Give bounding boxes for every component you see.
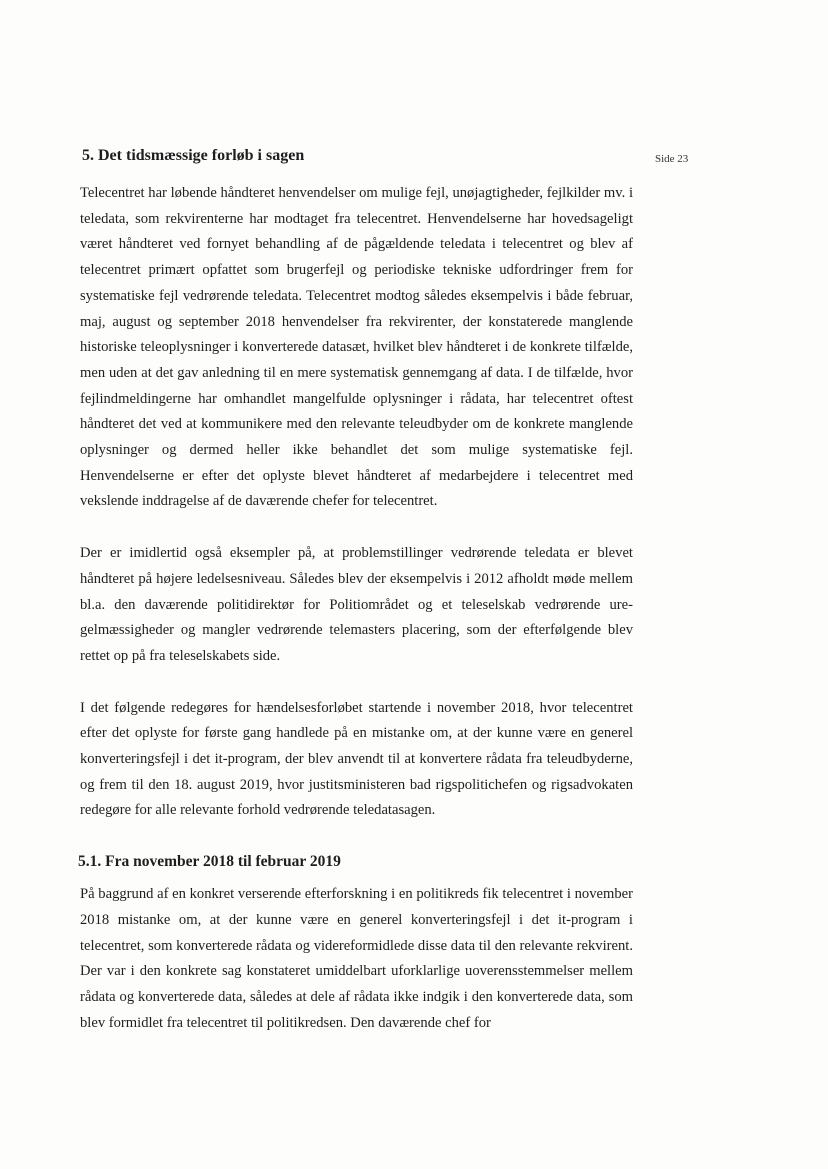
section-paragraph-3: I det følgende redegøres for hændelsesforløbet startende i november 2018, hvor telecentret efter det oplyste for første gang handlede på en mistanke om, at der kunne være en generel konverteringsfejl i det it-program, der blev anvendt til at konvertere rådata fra teleudbyderne, og frem til den 18. august 2019, hvor justitsministeren bad rigspolitichefen og rigsadvokaten redegøre for alle relevante forhold vedrørende teledatasagen. [80, 699, 633, 819]
page-content [78, 143, 633, 1036]
subsection-paragraph-1: På baggrund af en konkret verserende efterforskning i en politikreds fik telecentret i november 2018 mistanke om, at der kunne være en generel konverteringsfejl i det it-program i telecentret, som konverterede rådata og videreformidlede disse data til den relevante rekvirent. Der var i den konkrete sag konstateret umiddelbart uforklarlige uoverensstemmelser mellem rådata og konverterede data, således at dele af rådata ikke indgik i den konverterede data, som blev formidlet fra telecentret til politikredsen. Den daværende chef for [80, 886, 633, 1031]
page-number: Side 23 [655, 153, 689, 165]
section-paragraph-1: Telecentret har løbende håndteret henvendelser om mulige fejl, unøjagtigheder, fejlkilder mv. i teledata, som rekvirenterne har modtaget fra telecentret. Henvendelserne har hovedsageligt været håndteret ved fornyet behandling af de pågældende teledata i telecentret og blev af telecentret primært opfattet som brugerfejl og periodiske tekniske udfordringer frem for systematiske fejl vedrørende teledata. Telecentret modtog således eksempelvis i både februar, maj, august og september 2018 henvendelser fra rekvirenter, der konstaterede manglende historiske teleoplysninger i konverterede datasæt, hvilket blev håndteret i de konkrete tilfælde, men uden at det gav anledning til en mere systematisk gennemgang af data. I de tilfælde, hvor fejlindmeldingerne har omhandlet mangelfulde oplysninger i rådata, har telecentret oftest håndteret det ved at kommunikere med den relevante teleudbyder om de konkrete manglende oplysninger og dermed heller ikke behandlet det som mulige systematiske fejl. Henvendelserne er efter det oplyste blevet håndteret af medarbejdere i telecentret med vekslende inddragelse af de daværende chefer for telecentret. [80, 185, 633, 510]
subsection-heading: 5.1. Fra november 2018 til februar 2019 [78, 853, 341, 871]
section-paragraph-2: Der er imidlertid også eksempler på, at problemstillinger vedrørende teledata er blevet håndteret på højere ledelsesniveau. Således blev der eksempelvis i 2012 afholdt møde mellem bl.a. den daværende politidirektør for Politiområdet og et teleselskab vedrørende uregelmæssigheder og mangler vedrørende telemasters placering, som der efterfølgende blev rettet op på fra teleselskabets side. [80, 545, 633, 664]
section-heading: 5. Det tidsmæssige forløb i sagen [82, 147, 305, 164]
